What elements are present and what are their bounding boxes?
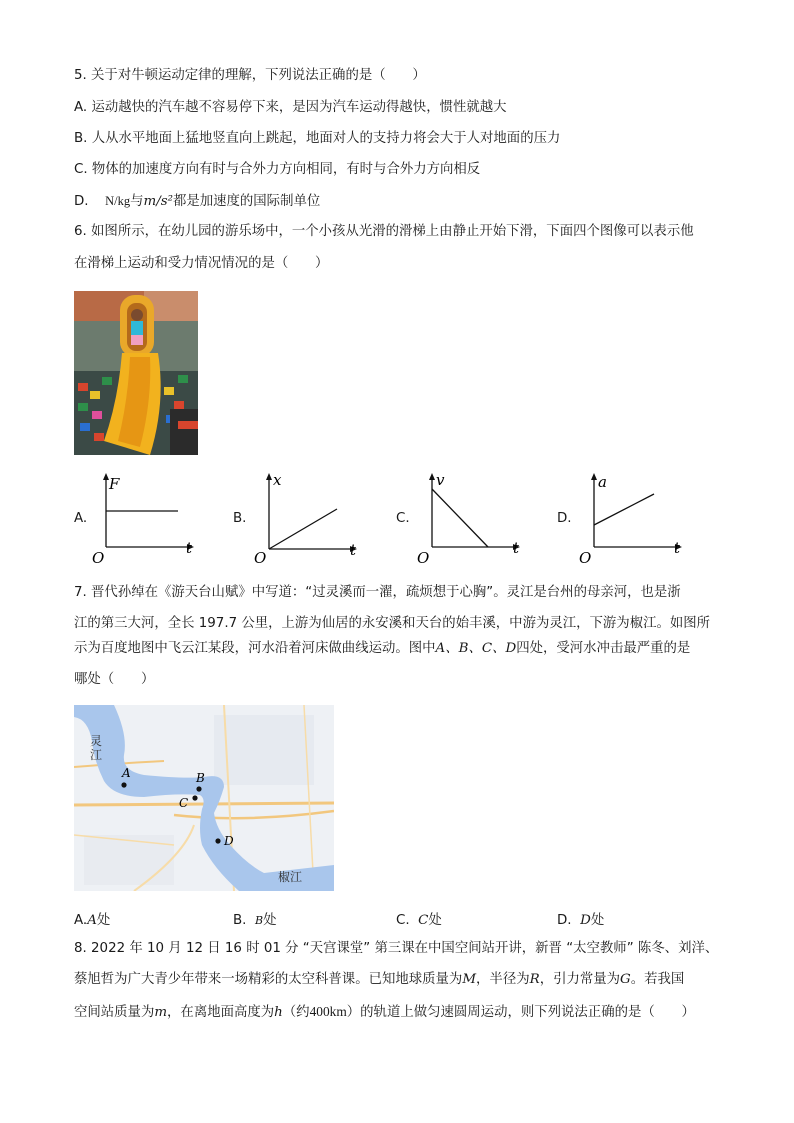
graph-c-line — [432, 489, 488, 547]
q8-var-earth-mass: M — [462, 972, 477, 987]
q6-option-a-letter: A. — [74, 511, 88, 526]
graph-d-xvar: t — [674, 539, 681, 557]
q7-stem-line1: 7. 晋代孙绰在《游天台山赋》中写道：“过灵溪而一濯，疏烦想于心胸”。灵江是台州的母亲河，也是浙 — [74, 585, 681, 600]
map-label-lingjiang-char: 江 — [90, 748, 103, 762]
q7-answer-c-prefix: C. — [396, 913, 410, 928]
q7-answer-c — [396, 909, 442, 928]
q7-points-inline: A、B、C、D — [435, 641, 517, 656]
q6-stem-line1: 6. 如图所示，在幼儿园的游乐场中，一个小孩从光滑的滑梯上由静止开始下滑，下面四个图像可以表示他 — [74, 224, 694, 239]
q7-stem-line3-a: 示为百度地图中飞云江某段，河水沿着河床做曲线运动。图中 — [74, 641, 436, 656]
graph-a-xvar: t — [186, 539, 193, 557]
q7-stem-line3 — [74, 640, 690, 658]
map-label-lingjiang — [90, 734, 102, 762]
q6-stem-line2: 在滑梯上运动和受力情况情况的是（ ） — [74, 256, 329, 271]
graph-a-yvar: F — [109, 475, 120, 493]
graph-d-acceleration-time — [578, 469, 698, 567]
graph-d-yvar: a — [598, 473, 607, 491]
q8-var-radius: R — [529, 972, 540, 987]
map-label-jiaojiang: 椒江 — [278, 870, 303, 884]
river-map — [74, 705, 334, 891]
map-point-c-label: C — [179, 796, 189, 810]
q8-stem-line3-c: （约 — [282, 1005, 310, 1020]
graph-c-yvar: v — [436, 471, 445, 489]
graph-a-force-time — [90, 469, 210, 567]
map-point-d-marker — [215, 838, 220, 843]
q8-stem-line2-b: ，半径为 — [476, 972, 530, 987]
q5-stem: 5. 关于对牛顿运动定律的理解，下列说法正确的是（ ） — [74, 68, 426, 83]
unit-m-per-s2: m/s² — [143, 194, 173, 209]
q7-answer-b — [233, 909, 276, 928]
graph-a-origin: O — [92, 549, 105, 567]
q8-stem-line3-d: ）的轨道上做匀速圆周运动，则下列说法正确的是（ ） — [346, 1005, 695, 1020]
q6-option-c-letter: C. — [396, 511, 410, 526]
map-label-lingjiang-char: 灵 — [90, 734, 103, 748]
graph-c-xvar: t — [513, 539, 520, 557]
q8-altitude: 400km — [309, 1004, 347, 1019]
graph-d-origin: O — [579, 549, 592, 567]
graph-c-origin: O — [417, 549, 430, 567]
q7-answer-d-prefix: D. — [557, 913, 572, 928]
q7-answer-c-var: C — [418, 913, 429, 928]
q8-stem-line1: 8. 2022 年 10 月 12 日 16 时 01 分 “天宫课堂” 第三课在中国空间站开讲，新晋 “太空教师” 陈冬、刘洋、 — [74, 941, 719, 956]
q8-stem-line2-a: 蔡旭哲为广大青少年带来一场精彩的太空科普课。已知地球质量为 — [74, 972, 463, 987]
q5-option-a: A. 运动越快的汽车越不容易停下来，是因为汽车运动得越快，惯性就越大 — [74, 100, 507, 115]
slide-photo — [74, 291, 198, 455]
q6-option-d-letter: D. — [557, 511, 572, 526]
graph-b-xvar: t — [350, 541, 357, 559]
q7-answer-d-suffix: 处 — [590, 913, 605, 928]
q8-var-height: h — [274, 1005, 283, 1020]
q8-stem-line3-b: ，在离地面高度为 — [167, 1005, 275, 1020]
q8-stem-line3-a: 空间站质量为 — [74, 1005, 155, 1020]
q7-stem-line4: 哪处（ ） — [74, 672, 155, 687]
graph-c-velocity-time — [416, 469, 536, 567]
graph-b-yvar: x — [273, 471, 282, 489]
q7-stem-line2: 江的第三大河，全长 197.7 公里，上游为仙居的永安溪和天台的始丰溪，中游为灵江，下游为椒江。如图所 — [74, 616, 711, 631]
map-point-c-marker — [192, 795, 197, 800]
graph-b-displacement-time — [253, 469, 373, 567]
q5-option-d-mid: 与 — [130, 194, 144, 209]
q5-option-d — [74, 192, 320, 211]
q7-answer-a — [74, 909, 110, 928]
q7-answer-a-var: A — [87, 913, 97, 928]
map-point-b-label: B — [196, 771, 205, 785]
q7-answer-d-var: D — [580, 913, 591, 928]
map-point-a-label: A — [122, 766, 131, 780]
q7-answer-b-var: B — [254, 914, 264, 927]
q7-answer-b-suffix: 处 — [263, 913, 277, 928]
q5-option-b: B. 人从水平地面上猛地竖直向上跳起，地面对人的支持力将会大于人对地面的压力 — [74, 131, 561, 146]
q5-option-d-letter: D. — [74, 194, 89, 209]
q8-stem-line2-c: ，引力常量为 — [539, 972, 621, 987]
q8-var-grav-const: G — [620, 972, 631, 987]
q5-option-d-suffix: 都是加速度的国际制单位 — [172, 194, 321, 209]
graph-d-line — [594, 494, 654, 525]
graph-b-origin: O — [254, 549, 267, 567]
map-point-a-marker — [121, 782, 126, 787]
q7-answer-c-suffix: 处 — [428, 913, 442, 928]
map-point-d-label: D — [224, 834, 234, 848]
q7-answer-a-prefix: A. — [74, 913, 88, 928]
q7-answer-d — [557, 909, 604, 928]
q7-answer-b-prefix: B. — [233, 913, 247, 928]
q8-stem-line2-d: 。若我国 — [630, 972, 685, 987]
q8-stem-line3 — [74, 1003, 695, 1022]
q6-option-b-letter: B. — [233, 511, 247, 526]
q8-var-station-mass: m — [154, 1005, 168, 1020]
unit-n-per-kg: N/kg — [105, 194, 131, 208]
q7-stem-line3-b: 四处，受河水冲击最严重的是 — [516, 641, 691, 656]
q8-stem-line2 — [74, 971, 684, 989]
q7-answer-a-suffix: 处 — [96, 913, 111, 928]
map-point-b-marker — [196, 786, 201, 791]
q5-option-c: C. 物体的加速度方向有时与合外力方向相同，有时与合外力方向相反 — [74, 162, 481, 177]
graph-b-line — [269, 509, 337, 549]
